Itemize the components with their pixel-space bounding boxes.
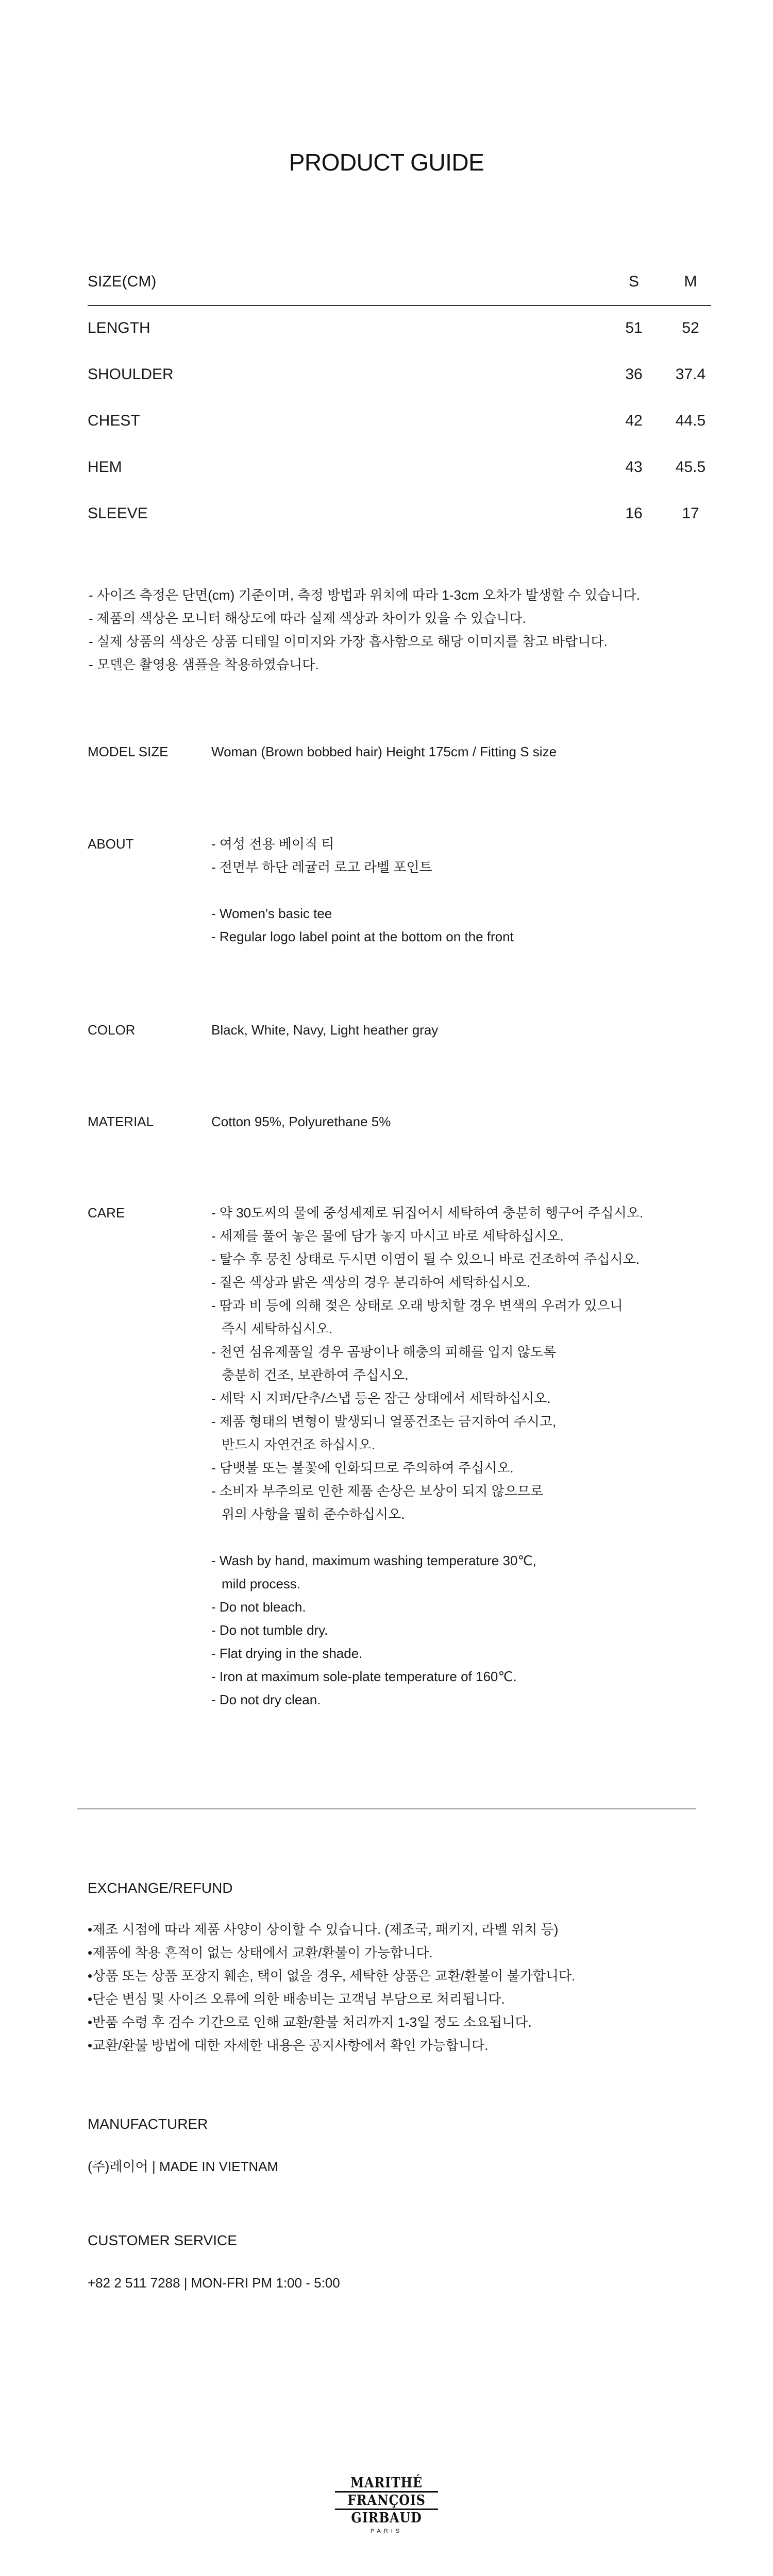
care-line: - 땀과 비 등에 의해 젖은 상태로 오래 방치할 경우 변색의 우려가 있으니 (211, 1298, 623, 1313)
measurement-notes (89, 584, 640, 676)
about-line: - 전면부 하단 레귤러 로고 라벨 포인트 (211, 859, 432, 875)
model-size-label: MODEL SIZE (88, 744, 169, 759)
care-line: - Do not bleach. (211, 1599, 306, 1615)
size-row-label: SHOULDER (88, 366, 174, 383)
care-line: - Wash by hand, maximum washing temperature 30℃, (211, 1553, 536, 1568)
size-row-label: LENGTH (88, 319, 150, 336)
logo-line: FRANÇOIS (347, 2493, 426, 2509)
about-label: ABOUT (88, 836, 134, 852)
size-row-length (88, 306, 711, 352)
size-row-chest (88, 399, 711, 445)
size-value-s: 51 (625, 319, 643, 336)
brand-logo (333, 2476, 440, 2538)
size-row-label: HEM (88, 459, 122, 476)
size-value-s: 36 (625, 366, 643, 383)
care-line: - Do not dry clean. (211, 1692, 321, 1707)
care-line: - Do not tumble dry. (211, 1622, 328, 1638)
size-header-label: SIZE(CM) (88, 273, 157, 290)
size-table-header (88, 263, 711, 306)
about-line: - 여성 전용 베이직 티 (211, 836, 334, 852)
about-body (211, 833, 514, 948)
size-row-hem (88, 445, 711, 492)
model-size-value: Woman (Brown bobbed hair) Height 175cm / Fitting S size (211, 744, 557, 759)
care-body (211, 1201, 643, 1711)
care-line: - Flat drying in the shade. (211, 1646, 363, 1661)
care-line: 충분히 건조, 보관하여 주십시오. (222, 1367, 409, 1383)
size-value-m: 52 (682, 319, 699, 336)
exchange-line: •반품 수령 후 검수 기간으로 인해 교환/환불 처리까지 1-3일 정도 소요됩니다. (88, 2014, 532, 2030)
care-line: - 약 30도씨의 물에 중성세제로 뒤집어서 세탁하여 충분히 헹구어 주십시오. (211, 1205, 644, 1221)
logo-paris: PARIS (370, 2528, 403, 2534)
color-value: Black, White, Navy, Light heather gray (211, 1022, 439, 1038)
care-line: - Iron at maximum sole-plate temperature of 160℃. (211, 1669, 517, 1684)
exchange-line: •단순 변심 및 사이즈 오류에 의한 배송비는 고객님 부담으로 처리됩니다. (88, 1991, 505, 2007)
care-line: - 제품 형태의 변형이 발생되니 열풍건조는 금지하여 주시고, (211, 1414, 557, 1429)
customer-service-heading: CUSTOMER SERVICE (88, 2232, 237, 2248)
note-line: - 제품의 색상은 모니터 해상도에 따라 실제 색상과 차이가 있을 수 있습니다. (89, 611, 526, 626)
care-line (211, 1526, 643, 1549)
size-table (88, 263, 711, 538)
logo-line: GIRBAUD (351, 2510, 422, 2526)
about-line: - Women's basic tee (211, 906, 332, 921)
size-header-s: S (628, 273, 639, 290)
material-value: Cotton 95%, Polyurethane 5% (211, 1114, 391, 1129)
care-line: - 세탁 시 지퍼/단추/스냅 등은 잠근 상태에서 세탁하십시오. (211, 1391, 551, 1406)
note-line: - 모델은 촬영용 샘플을 착용하였습니다. (89, 657, 319, 672)
logo-line: MARITHÉ (350, 2475, 423, 2491)
size-value-s: 43 (625, 459, 643, 476)
section-divider (77, 1808, 696, 1809)
size-value-m: 17 (682, 505, 699, 522)
size-value-s: 16 (625, 505, 643, 522)
care-line: - 탈수 후 뭉친 상태로 두시면 이염이 될 수 있으니 바로 건조하여 주십시오. (211, 1251, 640, 1267)
exchange-line: •교환/환불 방법에 대한 자세한 내용은 공지사항에서 확인 가능합니다. (88, 2038, 489, 2053)
customer-service-section (88, 2229, 340, 2295)
care-label: CARE (88, 1205, 125, 1221)
exchange-section (88, 1876, 575, 2057)
exchange-line: •상품 또는 상품 포장지 훼손, 택이 없을 경우, 세탁한 상품은 교환/환불이 불가합니다. (88, 1968, 576, 1984)
manufacturer-value: (주)레이어 | MADE IN VIETNAM (88, 2159, 279, 2174)
color-label: COLOR (88, 1022, 136, 1038)
exchange-line: •제조 시점에 따라 제품 사양이 상이할 수 있습니다. (제조국, 패키지, 라벨 위치 등) (88, 1922, 559, 1937)
about-line: - Regular logo label point at the bottom on the front (211, 929, 514, 944)
manufacturer-heading: MANUFACTURER (88, 2116, 208, 2132)
size-value-m: 45.5 (675, 459, 706, 476)
care-line: mild process. (222, 1576, 301, 1591)
care-line: 즉시 세탁하십시오. (222, 1321, 333, 1336)
customer-service-value: +82 2 511 7288 | MON-FRI PM 1:00 - 5:00 (88, 2275, 340, 2291)
care-line: - 세제를 풀어 놓은 물에 담가 놓지 마시고 바로 세탁하십시오. (211, 1228, 564, 1244)
page-title: PRODUCT GUIDE (289, 149, 484, 176)
size-row-sleeve (88, 492, 711, 538)
exchange-heading: EXCHANGE/REFUND (88, 1880, 233, 1896)
care-line: 반드시 자연건조 하십시오. (222, 1437, 375, 1452)
size-header-m: M (684, 273, 697, 290)
size-value-m: 44.5 (675, 412, 706, 429)
manufacturer-section (88, 2112, 278, 2178)
material-label: MATERIAL (88, 1114, 154, 1129)
size-value-s: 42 (625, 412, 643, 429)
size-value-m: 37.4 (675, 366, 706, 383)
care-line: - 소비자 부주의로 인한 제품 손상은 보상이 되지 않으므로 (211, 1483, 544, 1499)
care-line: - 담뱃불 또는 불꽃에 인화되므로 주의하여 주십시오. (211, 1460, 514, 1476)
size-row-label: CHEST (88, 412, 140, 429)
about-line (211, 879, 514, 902)
size-row-label: SLEEVE (88, 505, 148, 522)
note-line: - 실제 상품의 색상은 상품 디테일 이미지와 가장 흡사함으로 해당 이미지를 참고 바랍니다. (89, 634, 608, 649)
exchange-line: •제품에 착용 흔적이 없는 상태에서 교환/환불이 가능합니다. (88, 1945, 433, 1960)
size-row-shoulder (88, 352, 711, 399)
note-line: - 사이즈 측정은 단면(cm) 기준이며, 측정 방법과 위치에 따라 1-3cm 오차가 발생할 수 있습니다. (89, 587, 641, 603)
care-line: - 짙은 색상과 밝은 색상의 경우 분리하여 세탁하십시오. (211, 1275, 530, 1290)
care-line: - 천연 섬유제품일 경우 곰팡이나 해충의 피해를 입지 않도록 (211, 1344, 557, 1360)
care-line: 위의 사항을 필히 준수하십시오. (222, 1506, 405, 1522)
